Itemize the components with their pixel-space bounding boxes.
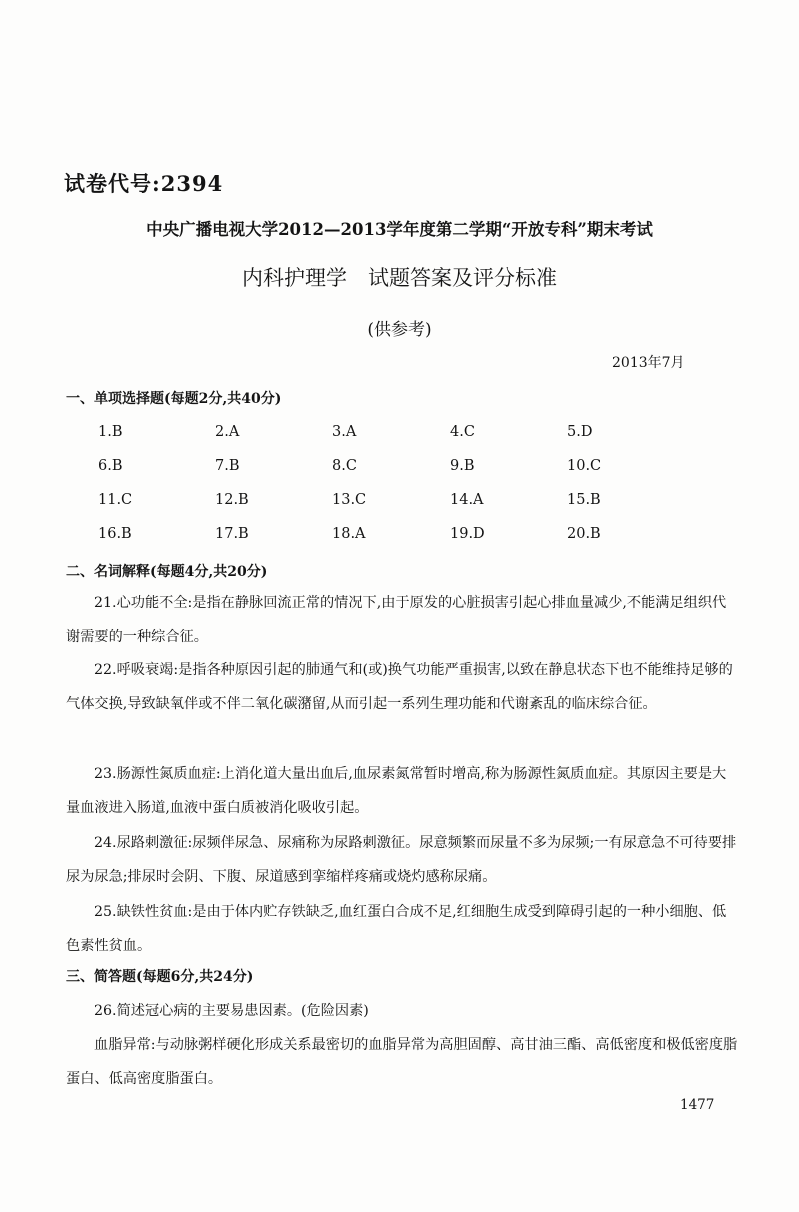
answer-item: 6.B [98,458,123,474]
definition-item: 21.心功能不全:是指在静脉回流正常的情况下,由于原发的心脏损害引起心排血量减少,不能满足组织代谢需要的一种综合征。 [66,595,727,645]
answer-item: 16.B [98,526,132,542]
answer-item: 12.B [215,492,249,508]
definition-item: 23.肠源性氮质血症:上消化道大量出血后,血尿素氮常暂时增高,称为肠源性氮质血症。其原因主要是大量血液进入肠道,血液中蛋白质被消化吸收引起。 [66,766,727,816]
page-number: 1477 [680,1097,715,1113]
answer-item: 19.D [450,526,485,542]
answer-item: 9.B [450,458,475,474]
reference-note: (供参考) [367,320,432,340]
paper-code: 试卷代号:2394 [64,171,224,196]
question-26: 26.简述冠心病的主要易患因素。(危险因素) [94,1003,369,1019]
answer-item: 7.B [215,458,240,474]
section2-heading: 二、名词解释(每题4分,共20分) [66,564,268,580]
answer-item: 11.C [98,492,133,508]
definition-item: 24.尿路刺激征:尿频伴尿急、尿痛称为尿路刺激征。尿意频繁而尿量不多为尿频;一有尿意急不可待要排尿为尿急;排尿时会阴、下腹、尿道感到挛缩样疼痛或烧灼感称尿痛。 [66,835,737,885]
definition-item: 25.缺铁性贫血:是由于体内贮存铁缺乏,血红蛋白合成不足,红细胞生成受到障碍引起的一种小细胞、低色素性贫血。 [66,904,727,954]
answer-item: 14.A [450,492,484,508]
answer-item: 10.C [567,458,602,474]
answer-item: 4.C [450,424,475,440]
answer-item: 8.C [332,458,357,474]
answer-item: 3.A [332,424,357,440]
definition-item: 22.呼吸衰竭:是指各种原因引起的肺通气和(或)换气功能严重损害,以致在静息状态下也不能维持足够的气体交换,导致缺氧伴或不伴二氧化碳潴留,从而引起一系列生理功能和代谢紊乱的临床综合征。 [66,662,733,712]
answer-item: 17.B [215,526,249,542]
document-title: 内科护理学 试题答案及评分标准 [242,266,557,290]
answer-item: 15.B [567,492,601,508]
section1-heading: 一、单项选择题(每题2分,共40分) [66,391,282,407]
answer-item: 5.D [567,424,593,440]
answer-item: 20.B [567,526,601,542]
exam-title: 中央广播电视大学2012—2013学年度第二学期“开放专科”期末考试 [146,220,653,239]
document-date: 2013年7月 [612,355,685,371]
answer-item: 13.C [332,492,367,508]
section3-heading: 三、简答题(每题6分,共24分) [66,969,254,985]
answer-item: 2.A [215,424,240,440]
answer-26: 血脂异常:与动脉粥样硬化形成关系最密切的血脂异常为高胆固醇、高甘油三酯、高低密度和极低密度脂蛋白、低高密度脂蛋白。 [66,1037,738,1087]
answer-item: 1.B [98,424,123,440]
answer-item: 18.A [332,526,366,542]
